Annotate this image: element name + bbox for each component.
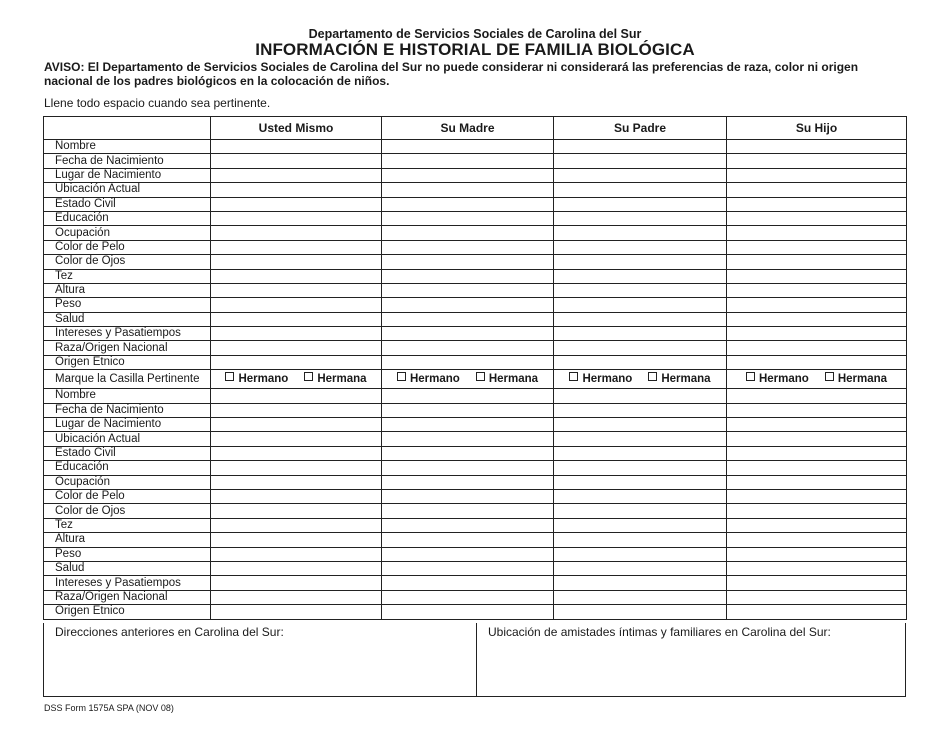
row-label: Lugar de Nacimiento <box>44 168 211 182</box>
sister-checkbox[interactable] <box>648 372 710 386</box>
entry-cell[interactable] <box>554 283 727 297</box>
checkbox-label: Hermana <box>317 373 367 386</box>
row-label: Color de Ojos <box>44 255 211 269</box>
row-label: Fecha de Nacimiento <box>44 403 211 417</box>
entry-cell[interactable] <box>382 226 554 240</box>
entry-cell[interactable] <box>382 154 554 168</box>
entry-cell[interactable] <box>382 255 554 269</box>
column-header: Su Madre <box>382 117 554 140</box>
entry-cell[interactable] <box>382 283 554 297</box>
row-label: Intereses y Pasatiempos <box>44 327 211 341</box>
checkbox-label: Hermano <box>582 373 633 386</box>
row-label: Nombre <box>44 140 211 154</box>
entry-cell[interactable] <box>211 197 382 211</box>
entry-cell[interactable] <box>382 140 554 154</box>
entry-cell[interactable] <box>211 432 382 446</box>
entry-cell[interactable] <box>727 403 907 417</box>
entry-cell[interactable] <box>554 561 727 575</box>
entry-cell[interactable] <box>727 226 907 240</box>
table-row <box>44 154 907 168</box>
entry-cell[interactable] <box>554 533 727 547</box>
table-row <box>44 255 907 269</box>
entry-cell[interactable] <box>382 403 554 417</box>
row-label: Educación <box>44 211 211 225</box>
checkbox-icon <box>648 372 657 381</box>
entry-cell[interactable] <box>211 226 382 240</box>
entry-cell[interactable] <box>382 240 554 254</box>
entry-cell[interactable] <box>554 269 727 283</box>
entry-cell[interactable] <box>554 355 727 369</box>
row-label: Nombre <box>44 389 211 403</box>
entry-cell[interactable] <box>554 475 727 489</box>
entry-cell[interactable] <box>382 269 554 283</box>
form-number: DSS Form 1575A SPA (NOV 08) <box>44 703 174 713</box>
entry-cell[interactable] <box>727 418 907 432</box>
entry-cell[interactable] <box>382 605 554 619</box>
row-label: Estado Civil <box>44 446 211 460</box>
checkbox-icon <box>569 372 578 381</box>
checkbox-icon <box>746 372 755 381</box>
entry-cell[interactable] <box>554 154 727 168</box>
entry-cell[interactable] <box>727 446 907 460</box>
entry-cell[interactable] <box>211 140 382 154</box>
entry-cell[interactable] <box>554 327 727 341</box>
entry-cell[interactable] <box>211 518 382 532</box>
entry-cell[interactable] <box>211 590 382 604</box>
entry-cell[interactable] <box>554 547 727 561</box>
entry-cell[interactable] <box>554 605 727 619</box>
entry-cell[interactable] <box>727 518 907 532</box>
entry-cell[interactable] <box>382 576 554 590</box>
table-row <box>44 211 907 225</box>
entry-cell[interactable] <box>382 341 554 355</box>
entry-cell[interactable] <box>727 211 907 225</box>
entry-cell[interactable] <box>727 197 907 211</box>
table-row <box>44 226 907 240</box>
entry-cell[interactable] <box>211 341 382 355</box>
checkbox-label: Hermana <box>488 373 539 386</box>
entry-cell[interactable] <box>382 489 554 503</box>
row-label: Raza/Origen Nacional <box>44 590 211 604</box>
checkbox-icon <box>225 372 234 381</box>
entry-cell[interactable] <box>554 298 727 312</box>
entry-cell[interactable] <box>211 312 382 326</box>
row-label: Ubicación Actual <box>44 432 211 446</box>
entry-cell[interactable] <box>727 140 907 154</box>
entry-cell[interactable] <box>727 461 907 475</box>
sibling-choice-cell <box>382 370 554 389</box>
row-label: Color de Pelo <box>44 489 211 503</box>
table-row <box>44 489 907 503</box>
entry-cell[interactable] <box>382 504 554 518</box>
entry-cell[interactable] <box>727 355 907 369</box>
entry-cell[interactable] <box>554 226 727 240</box>
checkbox-icon <box>825 372 834 381</box>
row-label: Origen Étnico <box>44 605 211 619</box>
entry-cell[interactable] <box>554 504 727 518</box>
entry-cell[interactable] <box>554 197 727 211</box>
entry-cell[interactable] <box>211 446 382 460</box>
column-header: Usted Mismo <box>211 117 382 140</box>
checkbox-label: Hermano <box>758 373 809 386</box>
table-row <box>44 341 907 355</box>
entry-cell[interactable] <box>382 168 554 182</box>
bottom-section <box>43 623 906 697</box>
table-row <box>44 547 907 561</box>
entry-cell[interactable] <box>554 418 727 432</box>
row-label: Color de Ojos <box>44 504 211 518</box>
entry-cell[interactable] <box>727 489 907 503</box>
entry-cell[interactable] <box>554 461 727 475</box>
entry-cell[interactable] <box>554 518 727 532</box>
entry-cell[interactable] <box>211 547 382 561</box>
entry-cell[interactable] <box>727 533 907 547</box>
table-row <box>44 168 907 182</box>
sister-checkbox[interactable] <box>304 372 366 386</box>
friends-family-field[interactable] <box>477 623 905 696</box>
entry-cell[interactable] <box>211 489 382 503</box>
sister-checkbox[interactable] <box>476 372 538 386</box>
checkbox-icon <box>476 372 485 381</box>
entry-cell[interactable] <box>554 140 727 154</box>
entry-cell[interactable] <box>211 283 382 297</box>
entry-cell[interactable] <box>382 561 554 575</box>
row-label: Intereses y Pasatiempos <box>44 576 211 590</box>
table-row <box>44 312 907 326</box>
entry-cell[interactable] <box>211 269 382 283</box>
entry-cell[interactable] <box>727 298 907 312</box>
entry-cell[interactable] <box>211 576 382 590</box>
checkbox-label: Hermana <box>837 373 888 386</box>
entry-cell[interactable] <box>727 327 907 341</box>
notice-text: AVISO: El Departamento de Servicios Sociales de Carolina del Sur no puede considerar ni considerará las preferencias de raza, color ni origen nacional de los padres biológicos en la colocación de niños. <box>44 60 859 88</box>
entry-cell[interactable] <box>382 533 554 547</box>
table-row <box>44 183 907 197</box>
entry-cell[interactable] <box>554 312 727 326</box>
row-label: Peso <box>44 298 211 312</box>
entry-cell[interactable] <box>727 168 907 182</box>
entry-cell[interactable] <box>554 590 727 604</box>
entry-cell[interactable] <box>727 183 907 197</box>
sibling-select-row <box>44 370 907 389</box>
row-label: Tez <box>44 518 211 532</box>
entry-cell[interactable] <box>211 403 382 417</box>
entry-cell[interactable] <box>554 389 727 403</box>
row-label: Tez <box>44 269 211 283</box>
table-row <box>44 461 907 475</box>
entry-cell[interactable] <box>382 197 554 211</box>
row-label: Ocupación <box>44 226 211 240</box>
entry-cell[interactable] <box>727 255 907 269</box>
entry-cell[interactable] <box>554 255 727 269</box>
checkbox-icon <box>397 372 406 381</box>
family-history-table <box>43 116 907 620</box>
table-row <box>44 418 907 432</box>
brother-checkbox[interactable] <box>746 372 809 386</box>
sibling-row-label: Marque la Casilla Pertinente <box>44 370 211 389</box>
sister-checkbox[interactable] <box>825 372 887 386</box>
row-label: Salud <box>44 561 211 575</box>
entry-cell[interactable] <box>727 504 907 518</box>
entry-cell[interactable] <box>727 269 907 283</box>
entry-cell[interactable] <box>382 518 554 532</box>
form-title: INFORMACIÓN E HISTORIAL DE FAMILIA BIOLÓGICA <box>255 40 695 59</box>
table-row <box>44 240 907 254</box>
table-row <box>44 389 907 403</box>
entry-cell[interactable] <box>382 418 554 432</box>
table-row <box>44 533 907 547</box>
entry-cell[interactable] <box>727 154 907 168</box>
row-label: Estado Civil <box>44 197 211 211</box>
entry-cell[interactable] <box>382 590 554 604</box>
entry-cell[interactable] <box>211 389 382 403</box>
entry-cell[interactable] <box>211 327 382 341</box>
entry-cell[interactable] <box>382 298 554 312</box>
row-label: Educación <box>44 461 211 475</box>
table-row <box>44 518 907 532</box>
row-label: Salud <box>44 312 211 326</box>
entry-cell[interactable] <box>211 298 382 312</box>
entry-cell[interactable] <box>554 432 727 446</box>
entry-cell[interactable] <box>727 605 907 619</box>
entry-cell[interactable] <box>727 547 907 561</box>
row-label: Altura <box>44 533 211 547</box>
friends-family-label: Ubicación de amistades íntimas y familiares en Carolina del Sur: <box>488 625 831 639</box>
table-row <box>44 590 907 604</box>
entry-cell[interactable] <box>554 183 727 197</box>
table-row <box>44 475 907 489</box>
table-row <box>44 504 907 518</box>
table-row <box>44 298 907 312</box>
entry-cell[interactable] <box>554 403 727 417</box>
header-label-cell <box>44 117 211 140</box>
entry-cell[interactable] <box>211 240 382 254</box>
previous-addresses-field[interactable] <box>44 623 477 696</box>
row-label: Ocupación <box>44 475 211 489</box>
brother-checkbox[interactable] <box>569 372 632 386</box>
entry-cell[interactable] <box>211 504 382 518</box>
entry-cell[interactable] <box>382 461 554 475</box>
entry-cell[interactable] <box>211 461 382 475</box>
entry-cell[interactable] <box>727 389 907 403</box>
entry-cell[interactable] <box>382 355 554 369</box>
checkbox-icon <box>304 372 313 381</box>
entry-cell[interactable] <box>727 576 907 590</box>
entry-cell[interactable] <box>211 418 382 432</box>
entry-cell[interactable] <box>211 211 382 225</box>
entry-cell[interactable] <box>554 211 727 225</box>
column-header: Su Padre <box>554 117 727 140</box>
row-label: Color de Pelo <box>44 240 211 254</box>
checkbox-label: Hermana <box>661 373 711 386</box>
entry-cell[interactable] <box>211 168 382 182</box>
entry-cell[interactable] <box>554 341 727 355</box>
row-label: Peso <box>44 547 211 561</box>
entry-cell[interactable] <box>382 183 554 197</box>
entry-cell[interactable] <box>382 432 554 446</box>
table-row <box>44 446 907 460</box>
table-row <box>44 561 907 575</box>
entry-cell[interactable] <box>727 561 907 575</box>
instruction-text: Llene todo espacio cuando sea pertinente. <box>44 96 271 110</box>
entry-cell[interactable] <box>382 446 554 460</box>
table-header-row <box>44 117 907 140</box>
column-header: Su Hijo <box>727 117 907 140</box>
entry-cell[interactable] <box>382 312 554 326</box>
brother-checkbox[interactable] <box>225 372 288 386</box>
entry-cell[interactable] <box>211 533 382 547</box>
entry-cell[interactable] <box>727 240 907 254</box>
entry-cell[interactable] <box>727 341 907 355</box>
sibling-choice-cell <box>211 370 382 389</box>
entry-cell[interactable] <box>211 255 382 269</box>
table-row <box>44 140 907 154</box>
table-row <box>44 576 907 590</box>
checkbox-label: Hermano <box>238 373 289 386</box>
entry-cell[interactable] <box>382 547 554 561</box>
row-label: Fecha de Nacimiento <box>44 154 211 168</box>
table-row <box>44 605 907 619</box>
table-row <box>44 327 907 341</box>
row-label: Raza/Origen Nacional <box>44 341 211 355</box>
entry-cell[interactable] <box>554 446 727 460</box>
entry-cell[interactable] <box>382 475 554 489</box>
table-body <box>44 140 907 620</box>
table-row <box>44 432 907 446</box>
table-row <box>44 197 907 211</box>
entry-cell[interactable] <box>211 561 382 575</box>
entry-cell[interactable] <box>211 154 382 168</box>
row-label: Ubicación Actual <box>44 183 211 197</box>
entry-cell[interactable] <box>727 283 907 297</box>
sibling-choice-cell <box>727 370 907 389</box>
table-row <box>44 283 907 297</box>
entry-cell[interactable] <box>211 183 382 197</box>
checkbox-label: Hermano <box>409 373 460 386</box>
row-label: Origen Étnico <box>44 355 211 369</box>
entry-cell[interactable] <box>211 355 382 369</box>
entry-cell[interactable] <box>727 590 907 604</box>
table-row <box>44 269 907 283</box>
entry-cell[interactable] <box>554 240 727 254</box>
entry-cell[interactable] <box>382 211 554 225</box>
entry-cell[interactable] <box>382 389 554 403</box>
entry-cell[interactable] <box>211 605 382 619</box>
entry-cell[interactable] <box>382 327 554 341</box>
row-label: Altura <box>44 283 211 297</box>
row-label: Lugar de Nacimiento <box>44 418 211 432</box>
brother-checkbox[interactable] <box>397 372 460 386</box>
entry-cell[interactable] <box>727 312 907 326</box>
table-row <box>44 403 907 417</box>
table-row <box>44 355 907 369</box>
agency-name: Departamento de Servicios Sociales de Carolina del Sur <box>308 27 642 41</box>
entry-cell[interactable] <box>554 576 727 590</box>
previous-addresses-label: Direcciones anteriores en Carolina del Sur: <box>55 625 284 639</box>
entry-cell[interactable] <box>554 168 727 182</box>
entry-cell[interactable] <box>727 475 907 489</box>
entry-cell[interactable] <box>727 432 907 446</box>
entry-cell[interactable] <box>554 489 727 503</box>
sibling-choice-cell <box>554 370 727 389</box>
entry-cell[interactable] <box>211 475 382 489</box>
